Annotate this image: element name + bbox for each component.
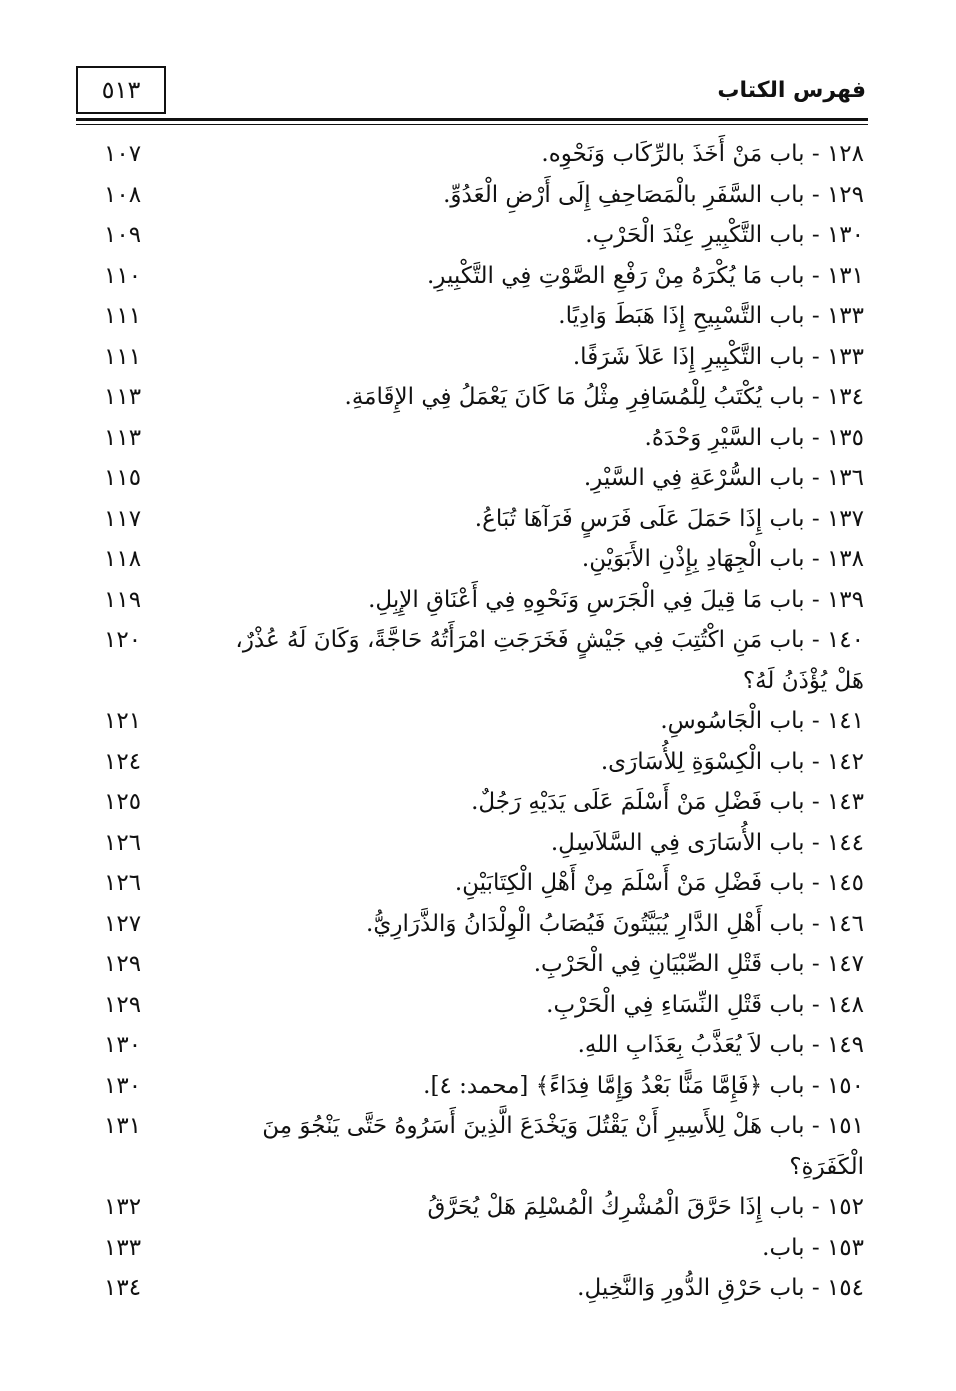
toc-entry: [80, 985, 864, 1026]
toc-entry: [80, 1187, 864, 1228]
toc-entry-title: ١٥٠ - باب ﴿فَإِمَّا مَنًّا بَعْدُ وَإِمَّا فِدَاءً﴾ [محمد: ٤].: [423, 1072, 864, 1099]
toc-entry-page: ١٢١: [104, 708, 142, 734]
toc-entry-title: ١٢٩ - باب السَّفَرِ بالْمَصَاحِفِ إِلَى أَرْضِ الْعَدُوِّ.: [443, 181, 864, 208]
header-title: فهرس الكتاب: [717, 78, 866, 103]
toc-entry-page: ١٣٤: [104, 1275, 142, 1301]
toc-entry-title: ١٤٨ - باب قَتْلِ النِّسَاءِ فِي الْحَرْبِ.: [546, 991, 864, 1018]
running-header: [76, 66, 868, 118]
toc-entry: [80, 701, 864, 742]
toc-entry-page: ١٢٤: [104, 748, 142, 775]
toc-entry: [80, 742, 864, 783]
toc-entry: [80, 256, 864, 297]
toc-entry-page: ١٠٧: [104, 141, 142, 167]
toc-entry: [80, 580, 864, 621]
toc-entry-title: ١٤٣ - باب فَضْلِ مَنْ أَسْلَمَ عَلَى يَدَيْهِ رَجُلٌ.: [471, 789, 864, 815]
toc-entry-page: ١٠٨: [104, 181, 142, 208]
toc-entry-title: ١٤١ - باب الْجَاسُوسِ.: [660, 708, 864, 734]
toc-entry-page: ١٣٠: [104, 1072, 142, 1099]
toc-entry: [80, 377, 864, 418]
toc-entry-title: ١٣٦ - باب السُّرْعَةِ فِي السَّيْرِ.: [583, 465, 864, 491]
toc-entry: [80, 1025, 864, 1066]
toc-entry: [80, 782, 864, 823]
toc-entry-page: ١٣٣: [104, 1234, 142, 1261]
toc-entry-title: ١٥١ - باب هَلْ لِلأَسِيرِ أَنْ يَقْتُلَ وَيَخْدَعَ الَّذِينَ أَسَرُوهُ حَتَّى يَنْجُوَ مِنَ الْكَفَرَةِ؟: [262, 1113, 864, 1180]
toc-entry-page: ١٠٩: [104, 222, 142, 248]
page-number: ٥١٣: [101, 76, 141, 104]
toc-entry-title: ١٣٣ - باب التَّسْبِيحِ إِذَا هَبَطَ وَادِيًا.: [558, 303, 864, 329]
toc-entry-title: ١٤٠ - باب مَنِ اكْتُتِبَ فِي جَيْشٍ فَخَرَجَتِ امْرَأَتُهُ حَاجَّةً، وَكَانَ لَهُ عُذْرٌ، هَلْ يُؤْذَنُ لَهُ؟: [235, 627, 864, 694]
toc-entry-page: ١١٧: [104, 505, 142, 532]
toc-entry-title: ١٤٤ - باب الأُسَارَى فِي السَّلاَسِلِ.: [550, 829, 864, 856]
toc-entry-title: ١٣٥ - باب السَّيْرِ وَحْدَهُ.: [644, 424, 864, 451]
toc-entry-title: ١٣٠ - باب التَّكْبِيرِ عِنْدَ الْحَرْبِ.: [585, 222, 864, 248]
toc-entry-title: ١٣٩ - باب مَا قِيلَ فِي الْجَرَسِ وَنَحْوِهِ فِي أَعْنَاقِ الإِبِلِ.: [368, 586, 864, 613]
toc-entry-page: ١٣٠: [104, 1032, 142, 1058]
toc-entry: [80, 1066, 864, 1107]
toc-entry-title: ١٢٨ - باب مَنْ أَخَذَ بالرِّكَاب وَنَحْوِه.: [541, 141, 864, 167]
header-rule-thin: [76, 124, 868, 125]
toc-entry: [80, 1228, 864, 1269]
toc-entry: [80, 1106, 864, 1187]
toc-entry-page: ١٢٩: [104, 991, 142, 1018]
toc-entry-title: ١٤٦ - باب أَهْلِ الدَّارِ يُبَيَّتُونَ فَيُصَابُ الْوِلْدَانُ وَالذَّرَارِيُّ.: [366, 910, 864, 937]
toc-entry: [80, 215, 864, 256]
header-rule-thick: [76, 118, 868, 121]
toc-entry: [80, 175, 864, 216]
toc-entry-page: ١٢٥: [104, 789, 142, 815]
toc-entry-title: ١٣٨ - باب الْجِهَادِ بِإِذْنِ الأَبَوَيْنِ.: [581, 546, 864, 572]
toc-entry-title: ١٣٣ - باب التَّكْبِيرِ إِذَا عَلاَ شَرَفًا.: [572, 343, 864, 370]
toc-entry-page: ١٢٩: [104, 951, 142, 977]
toc-entry-page: ١١٣: [104, 384, 142, 410]
toc-entry: [80, 904, 864, 945]
toc-entry-title: ١٤٩ - باب لاَ يُعَذَّبُ بِعَذَابِ اللهِ.: [577, 1032, 864, 1058]
toc-entry-page: ١١٩: [104, 586, 142, 613]
toc-entry-title: ١٤٥ - باب فَضْلِ مَنْ أَسْلَمَ مِنْ أَهْلِ الْكِتَابَيْنِ.: [454, 870, 864, 896]
toc-entry-title: ١٤٢ - باب الْكِسْوَةِ لِلأُسَارَى.: [600, 748, 864, 775]
toc-entry: [80, 499, 864, 540]
table-of-contents: [80, 134, 864, 1309]
toc-entry-page: ١٢٧: [104, 910, 142, 937]
toc-entry-page: ١١١: [104, 343, 142, 370]
toc-entry: [80, 1268, 864, 1309]
toc-entry-page: ١٢٦: [104, 870, 142, 896]
toc-entry: [80, 296, 864, 337]
toc-entry-title: ١٤٧ - باب قَتْلِ الصِّبْيَانِ فِي الْحَرْبِ.: [533, 951, 864, 977]
toc-entry-page: ١١١: [104, 303, 142, 329]
toc-entry: [80, 337, 864, 378]
toc-entry-page: ١١٣: [104, 424, 142, 451]
toc-entry: [80, 620, 864, 701]
toc-entry-title: ١٥٢ - باب إِذَا حَرَّقَ الْمُشْرِكُ الْمُسْلِمَ هَلْ يُحَرَّقُ: [427, 1194, 864, 1220]
toc-entry-page: ١٣١: [104, 1113, 142, 1139]
toc-entry-page: ١٢٦: [104, 829, 142, 856]
toc-entry: [80, 458, 864, 499]
toc-entry-title: ١٣٧ - باب إِذَا حَمَلَ عَلَى فَرَسٍ فَرَآهَا تُبَاعُ.: [474, 505, 864, 532]
toc-entry-page: ١١٠: [104, 262, 142, 289]
toc-entry-title: ١٥٣ - باب.: [762, 1234, 864, 1261]
toc-entry: [80, 539, 864, 580]
toc-entry-title: ١٣٤ - باب يُكْتَبُ لِلْمُسَافِرِ مِثْلُ مَا كَانَ يَعْمَلُ فِي الإِقَامَةِ.: [344, 384, 864, 410]
page-number-box: [76, 66, 166, 114]
toc-entry: [80, 823, 864, 864]
toc-entry-title: ١٣١ - باب مَا يُكْرَهُ مِنْ رَفْعِ الصَّوْتِ فِي التَّكْبِيرِ.: [426, 262, 864, 289]
toc-entry-page: ١١٨: [104, 546, 142, 572]
toc-entry-page: ١١٥: [104, 465, 142, 491]
toc-entry: [80, 863, 864, 904]
toc-entry: [80, 134, 864, 175]
toc-entry: [80, 418, 864, 459]
toc-entry: [80, 944, 864, 985]
toc-entry-page: ١٣٢: [104, 1194, 142, 1220]
toc-entry-page: ١٢٠: [104, 627, 142, 653]
toc-entry-title: ١٥٤ - باب حَرْقِ الدُّورِ وَالنَّخِيلِ.: [577, 1275, 864, 1301]
